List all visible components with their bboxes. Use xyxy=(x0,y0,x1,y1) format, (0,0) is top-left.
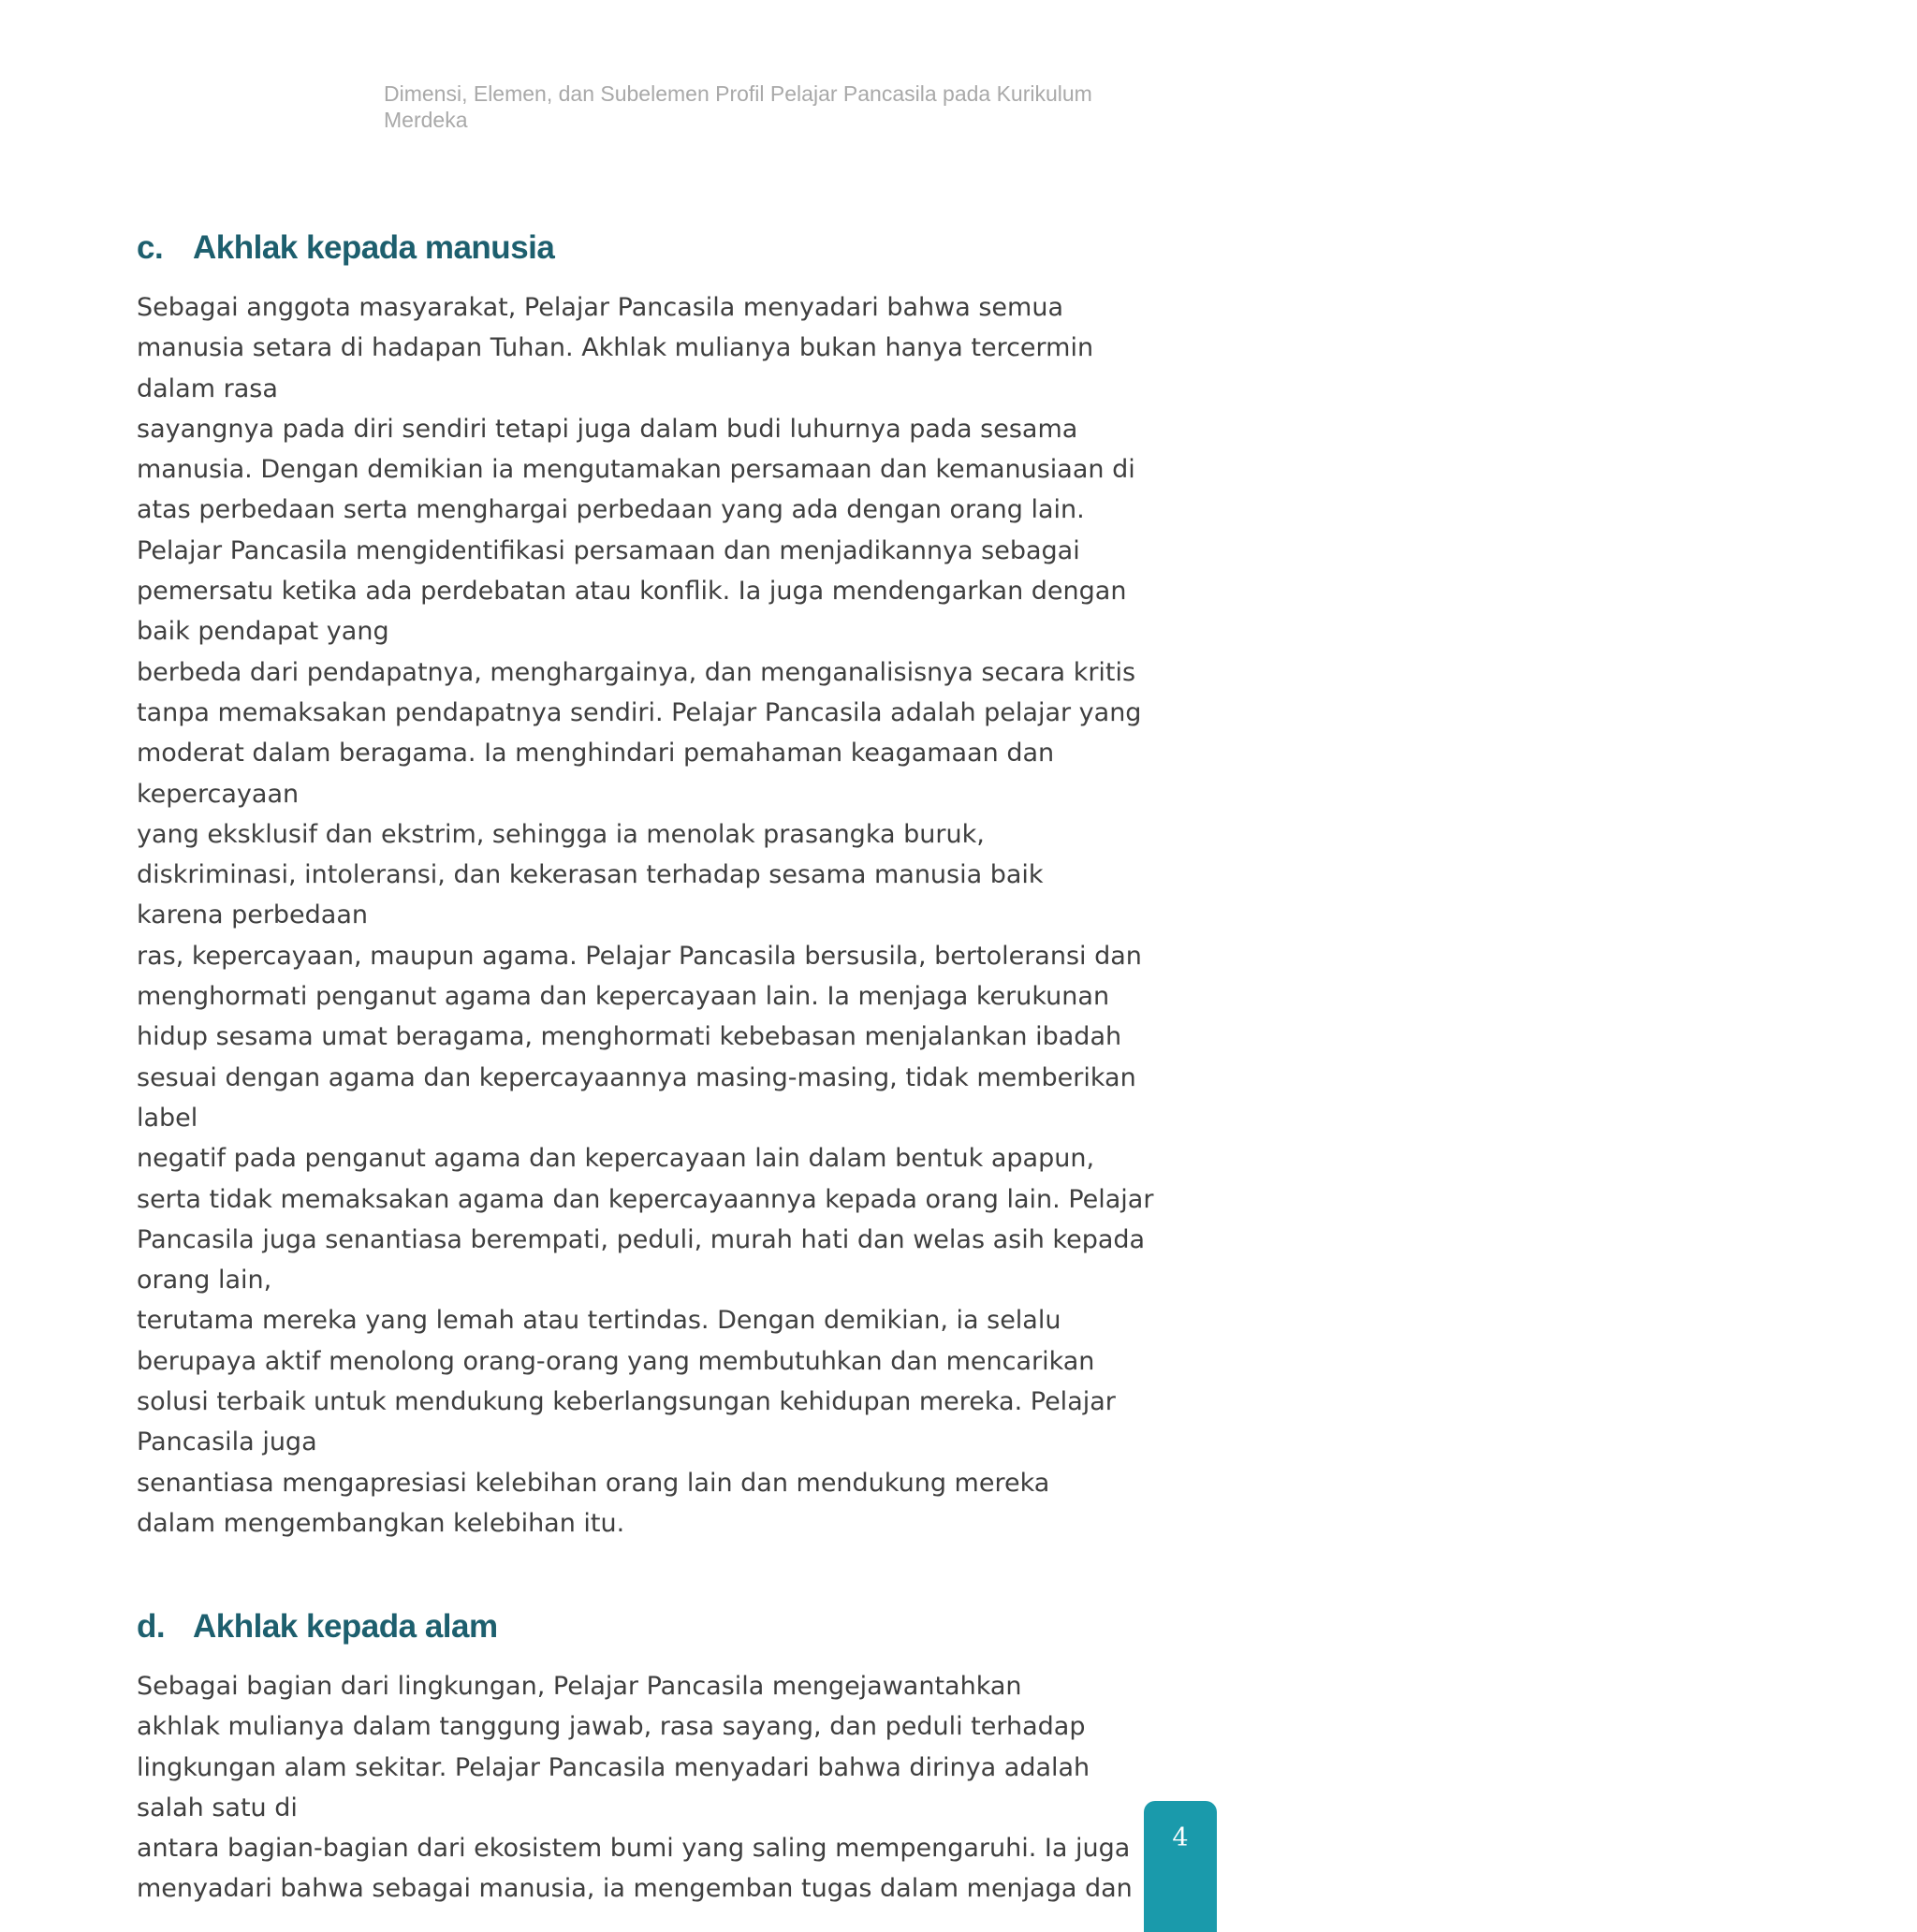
body-line: terutama mereka yang lemah atau tertindas. Dengan demikian, ia selalu xyxy=(137,1306,1061,1336)
body-line: dalam rasa xyxy=(137,373,278,403)
body-line: Sebagai anggota masyarakat, Pelajar Pancasila menyadari bahwa semua xyxy=(137,293,1063,322)
body-line: hidup sesama umat beragama, menghormati kebebasan menjalankan ibadah xyxy=(137,1022,1122,1052)
body-line: berbeda dari pendapatnya, menghargainya, dan menganalisisnya secara kritis xyxy=(137,657,1136,687)
body-line: lingkungan alam sekitar. Pelajar Pancasila menyadari bahwa dirinya adalah xyxy=(137,1752,1090,1782)
body-line: akhlak mulianya dalam tanggung jawab, rasa sayang, dan peduli terhadap xyxy=(137,1712,1086,1742)
running-header-line: Merdeka xyxy=(384,108,468,132)
section-c-body xyxy=(137,287,1153,1544)
page-number-badge xyxy=(1144,1801,1217,1932)
section-heading-d xyxy=(137,1608,498,1646)
running-header xyxy=(384,80,1170,133)
body-line: manusia setara di hadapan Tuhan. Akhlak mulianya bukan hanya tercermin xyxy=(137,333,1094,363)
body-line: antara bagian-bagian dari ekosistem bumi yang saling mempengaruhi. Ia juga xyxy=(137,1834,1131,1864)
body-line: serta tidak memaksakan agama dan kepercayaannya kepada orang lain. Pelajar xyxy=(137,1184,1154,1214)
body-line: berupaya aktif menolong orang-orang yang membutuhkan dan mencarikan xyxy=(137,1346,1095,1376)
body-line: yang eksklusif dan ekstrim, sehingga ia menolak prasangka buruk, xyxy=(137,819,985,849)
body-line: baik pendapat yang xyxy=(137,617,389,647)
body-line: label xyxy=(137,1103,198,1133)
body-line: manusia. Dengan demikian ia mengutamakan persamaan dan kemanusiaan di xyxy=(137,455,1135,485)
body-line: karena perbedaan xyxy=(137,900,369,930)
body-line: negatif pada penganut agama dan kepercayaan lain dalam bentuk apapun, xyxy=(137,1144,1095,1174)
section-title: Akhlak kepada manusia xyxy=(193,229,555,266)
body-line: solusi terbaik untuk mendukung keberlangsungan kehidupan mereka. Pelajar xyxy=(137,1387,1116,1417)
body-line: Pancasila juga xyxy=(137,1427,317,1457)
body-line: menyadari bahwa sebagai manusia, ia mengemban tugas dalam menjaga dan xyxy=(137,1874,1133,1904)
section-marker: c. xyxy=(137,229,164,266)
body-line: Pelajar Pancasila mengidentifikasi persamaan dan menjadikannya sebagai xyxy=(137,535,1080,565)
body-line: sesuai dengan agama dan kepercayaannya masing-masing, tidak memberikan xyxy=(137,1062,1136,1092)
body-line: ras, kepercayaan, maupun agama. Pelajar Pancasila bersusila, bertoleransi dan xyxy=(137,941,1142,971)
section-d-body xyxy=(137,1666,1133,1910)
running-header-line: Dimensi, Elemen, dan Subelemen Profil Pelajar Pancasila pada Kurikulum xyxy=(384,81,1092,106)
body-line: salah satu di xyxy=(137,1793,298,1822)
section-marker: d. xyxy=(137,1608,166,1645)
section-heading-c xyxy=(137,229,554,267)
body-line: sayangnya pada diri sendiri tetapi juga dalam budi luhurnya pada sesama xyxy=(137,414,1078,444)
body-line: kepercayaan xyxy=(137,779,300,809)
body-line: tanpa memaksakan pendapatnya sendiri. Pelajar Pancasila adalah pelajar yang xyxy=(137,697,1142,727)
body-line: atas perbedaan serta menghargai perbedaan yang ada dengan orang lain. xyxy=(137,495,1085,525)
body-line: Pancasila juga senantiasa berempati, peduli, murah hati dan welas asih kepada xyxy=(137,1224,1146,1254)
body-line: pemersatu ketika ada perdebatan atau konflik. Ia juga mendengarkan dengan xyxy=(137,577,1127,607)
body-line: orang lain, xyxy=(137,1266,272,1295)
body-line: senantiasa mengapresiasi kelebihan orang lain dan mendukung mereka xyxy=(137,1468,1050,1498)
section-title: Akhlak kepada alam xyxy=(193,1608,498,1645)
body-line: menghormati penganut agama dan kepercayaan lain. Ia menjaga kerukunan xyxy=(137,982,1110,1012)
body-line: moderat dalam beragama. Ia menghindari pemahaman keagamaan dan xyxy=(137,739,1055,768)
page-number: 4 xyxy=(1172,1823,1189,1852)
body-line: diskriminasi, intoleransi, dan kekerasan terhadap sesama manusia baik xyxy=(137,860,1044,890)
body-line: Sebagai bagian dari lingkungan, Pelajar Pancasila mengejawantahkan xyxy=(137,1672,1022,1701)
body-line: dalam mengembangkan kelebihan itu. xyxy=(137,1508,625,1538)
